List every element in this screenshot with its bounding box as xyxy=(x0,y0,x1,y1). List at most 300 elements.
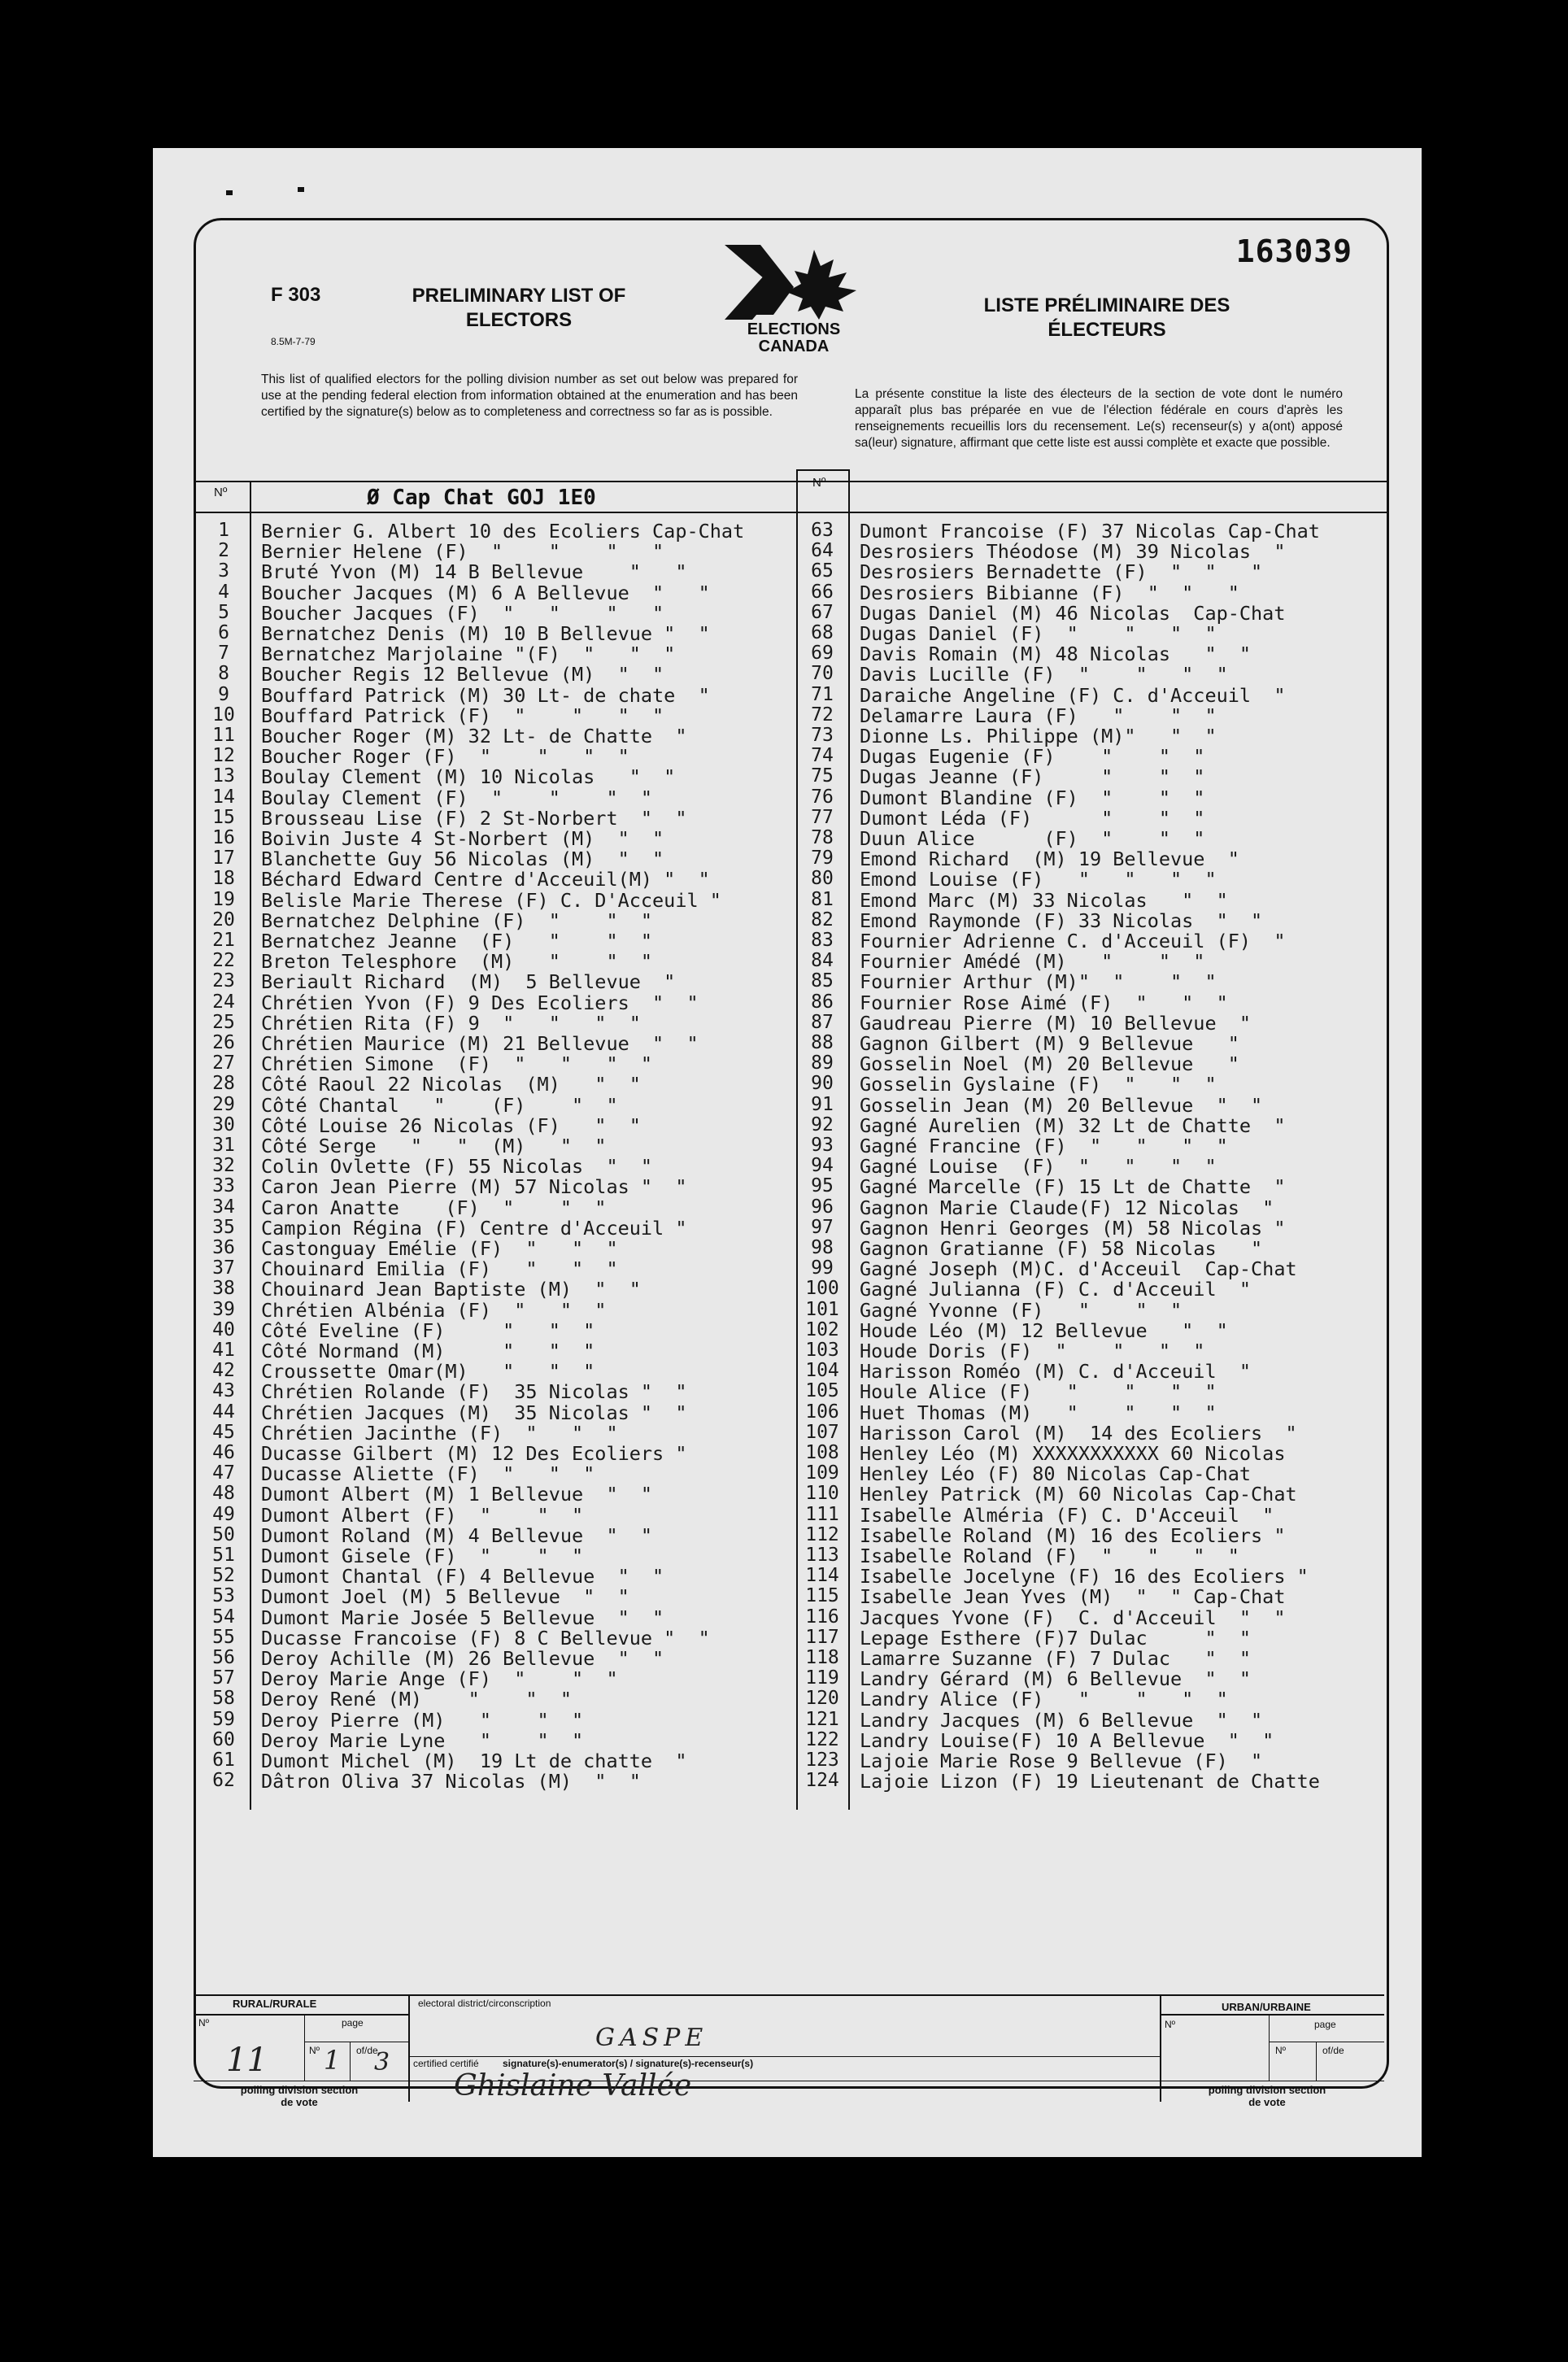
signature-label: signature(s)-enumerator(s) / signature(s)-recenseur(s) xyxy=(503,2058,754,2069)
elector-entry: Deroy Marie Lyne " " " xyxy=(261,1728,584,1752)
elector-number: 55 xyxy=(212,1626,235,1648)
elector-number: 123 xyxy=(805,1750,839,1771)
elector-number: 106 xyxy=(805,1401,839,1423)
elector-number: 86 xyxy=(811,991,834,1013)
elector-number: 107 xyxy=(805,1421,839,1443)
elector-entry: Côté Chantal " (F) " " xyxy=(261,1093,618,1117)
elector-entry: Chrétien Albénia (F) " " " xyxy=(261,1298,607,1322)
elector-entry: Breton Telesphore (M) " " " xyxy=(261,950,653,974)
elector-number: 21 xyxy=(212,930,235,951)
elector-number: 72 xyxy=(811,704,834,726)
column-rule xyxy=(848,469,850,1810)
elector-number: 112 xyxy=(805,1523,839,1545)
elector-number: 8 xyxy=(218,663,229,685)
elector-number: 22 xyxy=(212,950,235,972)
elector-entry: Gagnon Gilbert (M) 9 Bellevue " xyxy=(860,1032,1239,1055)
elector-number: 110 xyxy=(805,1483,839,1505)
elector-entry: Gagné Joseph (M)C. d'Acceuil Cap-Chat xyxy=(860,1257,1297,1281)
elector-entry: Chrétien Simone (F) " " " " xyxy=(261,1052,653,1076)
rural-page-label: page xyxy=(342,2017,364,2029)
elector-entry: Dumont Gisele (F) " " " xyxy=(261,1545,584,1567)
elector-entry: Boucher Jacques (M) 6 A Bellevue " " xyxy=(261,581,710,604)
elector-number: 70 xyxy=(811,663,834,685)
elector-entry: Deroy Achille (M) 26 Bellevue " " xyxy=(261,1647,664,1670)
elector-entry: Dugas Jeanne (F) " " " xyxy=(860,765,1205,789)
elector-number: 34 xyxy=(212,1196,235,1218)
elector-number: 79 xyxy=(811,848,834,869)
elector-number: 73 xyxy=(811,725,834,746)
elector-entry: Gagnon Gratianne (F) 58 Nicolas " xyxy=(860,1237,1263,1260)
rule xyxy=(1160,2014,1384,2016)
elector-number: 28 xyxy=(212,1073,235,1095)
elector-entry: Dumont Chantal (F) 4 Bellevue " " xyxy=(261,1565,664,1588)
elector-entry: Davis Romain (M) 48 Nicolas " " xyxy=(860,643,1252,666)
elector-number: 99 xyxy=(811,1257,834,1279)
elector-entry: Fournier Rose Aimé (F) " " " xyxy=(860,991,1228,1014)
elector-number: 50 xyxy=(212,1523,235,1545)
elector-entry: Dumont Blandine (F) " " " xyxy=(860,786,1205,809)
elector-number: 3 xyxy=(218,560,229,582)
elector-entry: Henley Patrick (M) 60 Nicolas Cap-Chat xyxy=(860,1483,1297,1506)
elector-number: 96 xyxy=(811,1196,834,1218)
elector-number: 37 xyxy=(212,1257,235,1279)
elector-number: 42 xyxy=(212,1360,235,1382)
elector-entry: Dumont Marie Josée 5 Bellevue " " xyxy=(261,1606,664,1629)
elector-entry: Bernier Helene (F) " " " " xyxy=(261,540,664,564)
logo-line-1: ELECTIONS xyxy=(747,320,841,338)
electors-form xyxy=(194,218,1389,2089)
urban-of-label: of/de xyxy=(1322,2045,1344,2056)
elector-number: 7 xyxy=(218,643,229,665)
elector-number: 4 xyxy=(218,581,229,603)
elector-entry: Lamarre Suzanne (F) 7 Dulac " " xyxy=(860,1647,1252,1670)
rural-label: RURAL/RURALE xyxy=(233,1998,317,2010)
elector-number: 78 xyxy=(811,827,834,848)
elector-number: 23 xyxy=(212,970,235,992)
elector-entry: Gagné Aurelien (M) 32 Lt de Chatte " xyxy=(860,1113,1286,1137)
elector-entry: Dumont Joel (M) 5 Bellevue " " xyxy=(261,1585,629,1609)
rural-page-number: 1 xyxy=(324,2045,341,2076)
elector-number: 66 xyxy=(811,581,834,603)
elector-number: 105 xyxy=(805,1380,839,1402)
elector-number: 117 xyxy=(805,1626,839,1648)
elector-number: 17 xyxy=(212,848,235,869)
elector-number: 116 xyxy=(805,1606,839,1628)
title-french: LISTE PRÉLIMINAIRE DES ÉLECTEURS xyxy=(983,294,1230,341)
rule xyxy=(304,2014,305,2081)
urban-page-label: page xyxy=(1314,2019,1336,2030)
elector-entry: Bernatchez Denis (M) 10 B Bellevue " " xyxy=(261,622,710,645)
elector-entry: Isabelle Roland (M) 16 des Ecoliers " xyxy=(860,1523,1286,1547)
form-version: 8.5M-7-79 xyxy=(271,336,316,347)
elector-number: 31 xyxy=(212,1135,235,1156)
elector-number: 109 xyxy=(805,1462,839,1484)
rural-division-number: 11 xyxy=(226,2042,268,2079)
elector-entry: Dâtron Oliva 37 Nicolas (M) " " xyxy=(261,1770,641,1793)
elector-number: 5 xyxy=(218,601,229,623)
elector-entry: Gagné Marcelle (F) 15 Lt de Chatte " xyxy=(860,1175,1286,1199)
elector-number: 40 xyxy=(212,1318,235,1340)
elector-entry: Blanchette Guy 56 Nicolas (M) " " xyxy=(261,848,664,871)
elector-number: 9 xyxy=(218,683,229,705)
elector-entry: Emond Richard (M) 19 Bellevue " xyxy=(860,848,1239,871)
elector-entry: Chrétien Rolande (F) 35 Nicolas " " xyxy=(261,1380,687,1404)
elector-number: 38 xyxy=(212,1278,235,1300)
elector-entry: Bouffard Patrick (F) " " " " xyxy=(261,704,664,727)
elector-number: 27 xyxy=(212,1052,235,1074)
place-name: Ø Cap Chat GOJ 1E0 xyxy=(367,486,596,510)
elector-number: 35 xyxy=(212,1216,235,1238)
rule xyxy=(350,2042,351,2081)
elector-entry: Ducasse Francoise (F) 8 C Bellevue " " xyxy=(261,1626,710,1649)
elector-number: 6 xyxy=(218,622,229,643)
elector-entry: Jacques Yvone (F) C. d'Acceuil " " xyxy=(860,1606,1286,1629)
elector-entry: Delamarre Laura (F) " " " xyxy=(860,704,1217,727)
elector-entry: Caron Jean Pierre (M) 57 Nicolas " " xyxy=(261,1175,687,1199)
intro-french: La présente constitue la liste des électeurs de la section de vote dont le numéro apparaît plus bas préparée en vue de l'élection fédérale en cours d'après les renseignements recueillis lors du recensement. Le(s) recenseur(s) y a(ont) apposé sa(leur) signature, affirmant que cette liste est aussi complète et exacte que possible. xyxy=(855,387,1343,450)
elector-entry: Lajoie Lizon (F) 19 Lieutenant de Chatte xyxy=(860,1770,1320,1793)
elector-entry: Côté Serge " " (M) " " xyxy=(261,1135,607,1157)
elector-entry: Chouinard Jean Baptiste (M) " " xyxy=(261,1278,641,1301)
elector-entry: Boucher Regis 12 Bellevue (M) " " xyxy=(261,663,664,686)
elector-number: 93 xyxy=(811,1135,834,1156)
elector-entry: Isabelle Alméria (F) C. D'Acceuil " xyxy=(860,1503,1274,1527)
elector-number: 11 xyxy=(212,725,235,746)
elector-entry: Lepage Esthere (F)7 Dulac " " xyxy=(860,1626,1252,1649)
rural-page-no-label: Nº xyxy=(309,2045,320,2056)
elector-entry: Bernier G. Albert 10 des Ecoliers Cap-Chat xyxy=(261,520,745,543)
urban-no-label: Nº xyxy=(1165,2019,1176,2030)
elector-number: 51 xyxy=(212,1545,235,1566)
elections-canada-logo xyxy=(716,242,871,364)
elector-number: 56 xyxy=(212,1647,235,1668)
elector-entry: Huet Thomas (M) " " " " xyxy=(860,1401,1217,1424)
elector-entry: Gosselin Noel (M) 20 Bellevue " xyxy=(860,1052,1239,1076)
rule xyxy=(194,2014,408,2016)
elector-entry: Campion Régina (F) Centre d'Acceuil " xyxy=(261,1216,687,1240)
elector-entry: Boulay Clement (F) " " " " xyxy=(261,786,653,809)
rule xyxy=(196,512,798,513)
elector-number: 115 xyxy=(805,1585,839,1607)
elector-number: 60 xyxy=(212,1728,235,1750)
certified-label: certified certifié xyxy=(413,2058,479,2069)
elector-entry: Houde Doris (F) " " " " xyxy=(860,1340,1205,1362)
elector-entry: Boucher Roger (F) " " " " xyxy=(261,745,629,769)
elector-number: 102 xyxy=(805,1318,839,1340)
elector-entry: Castonguay Emélie (F) " " " xyxy=(261,1237,618,1260)
elector-entry: Landry Alice (F) " " " " xyxy=(860,1688,1228,1711)
elector-number: 53 xyxy=(212,1585,235,1607)
district-label: electoral district/circonscription xyxy=(418,1998,551,2009)
elector-number: 19 xyxy=(212,888,235,910)
elector-number: 15 xyxy=(212,806,235,828)
elector-entry: Côté Eveline (F) " " " xyxy=(261,1318,595,1342)
elector-entry: Duun Alice (F) " " " xyxy=(860,827,1205,850)
elector-number: 10 xyxy=(212,704,235,726)
elector-entry: Brousseau Lise (F) 2 St-Norbert " " xyxy=(261,806,687,830)
elector-number: 46 xyxy=(212,1442,235,1463)
elector-number: 54 xyxy=(212,1606,235,1628)
elector-number: 120 xyxy=(805,1688,839,1710)
elector-entry: Boulay Clement (M) 10 Nicolas " " xyxy=(261,765,676,789)
intro-english: This list of qualified electors for the polling division number as set out below was prepared for use at the pending federal election from information obtained at the enumeration and has been certified by the signature(s) below as to completeness and correctness so far as is possible. xyxy=(261,373,798,419)
elector-number: 88 xyxy=(811,1032,834,1053)
elector-number: 101 xyxy=(805,1298,839,1320)
elector-number: 87 xyxy=(811,1011,834,1033)
elector-number: 76 xyxy=(811,786,834,808)
elector-entry: Dumont Roland (M) 4 Bellevue " " xyxy=(261,1523,653,1547)
elector-number: 16 xyxy=(212,827,235,848)
elector-entry: Côté Raoul 22 Nicolas (M) " " xyxy=(261,1073,641,1096)
rule xyxy=(1269,2014,1270,2081)
elector-number: 44 xyxy=(212,1401,235,1423)
elector-number: 2 xyxy=(218,540,229,562)
elector-entry: Harisson Carol (M) 14 des Ecoliers " xyxy=(860,1421,1297,1445)
elector-entry: Croussette Omar(M) " " " xyxy=(261,1360,595,1384)
elector-entry: Isabelle Jean Yves (M) " " Cap-Chat xyxy=(860,1585,1286,1609)
elector-number: 33 xyxy=(212,1175,235,1197)
urban-page-no-label: Nº xyxy=(1275,2045,1287,2056)
elector-entry: Boucher Jacques (F) " " " " xyxy=(261,601,664,625)
elector-entry: Landry Louise(F) 10 A Bellevue " " xyxy=(860,1728,1274,1752)
elector-number: 90 xyxy=(811,1073,834,1095)
elector-number: 25 xyxy=(212,1011,235,1033)
elector-number: 124 xyxy=(805,1770,839,1792)
elector-number: 26 xyxy=(212,1032,235,1053)
elector-entry: Dumont Francoise (F) 37 Nicolas Cap-Chat xyxy=(860,520,1320,543)
elector-number: 71 xyxy=(811,683,834,705)
form-number: F 303 xyxy=(271,284,321,306)
elector-number: 114 xyxy=(805,1565,839,1587)
elector-number: 57 xyxy=(212,1667,235,1689)
elector-entry: Chrétien Jacinthe (F) " " " xyxy=(261,1421,618,1445)
elector-number: 45 xyxy=(212,1421,235,1443)
elector-entry: Bernatchez Marjolaine "(F) " " " xyxy=(261,643,676,666)
elector-number: 104 xyxy=(805,1360,839,1382)
elector-number: 91 xyxy=(811,1093,834,1115)
elector-number: 59 xyxy=(212,1708,235,1730)
elector-number: 74 xyxy=(811,745,834,767)
elector-entry: Deroy René (M) " " " xyxy=(261,1688,573,1711)
rural-polling-division-label: polling division section de vote xyxy=(240,2084,359,2108)
rule xyxy=(1316,2042,1317,2081)
elector-entry: Dumont Albert (M) 1 Bellevue " " xyxy=(261,1483,653,1506)
elector-number: 113 xyxy=(805,1545,839,1566)
elector-number: 69 xyxy=(811,643,834,665)
rule xyxy=(194,1994,1384,1996)
rule xyxy=(408,2056,1160,2057)
elector-entry: Béchard Edward Centre d'Acceuil(M) " " xyxy=(261,868,710,891)
elector-entry: Bruté Yvon (M) 14 B Bellevue " " xyxy=(261,560,687,584)
rural-of-label: of/de xyxy=(356,2045,378,2056)
elector-entry: Côté Normand (M) " " " xyxy=(261,1340,595,1362)
elector-number: 82 xyxy=(811,909,834,930)
logo-line-2: CANADA xyxy=(758,338,830,355)
elector-number: 118 xyxy=(805,1647,839,1668)
elector-entry: Fournier Arthur (M)" " " " xyxy=(860,970,1217,994)
elector-number: 20 xyxy=(212,909,235,930)
elector-number: 63 xyxy=(811,520,834,541)
elector-number: 122 xyxy=(805,1728,839,1750)
elector-entry: Houde Léo (M) 12 Bellevue " " xyxy=(860,1318,1228,1342)
elector-number: 108 xyxy=(805,1442,839,1463)
elector-entry: Bernatchez Delphine (F) " " " xyxy=(261,909,653,932)
elector-number: 85 xyxy=(811,970,834,992)
elector-entry: Dumont Michel (M) 19 Lt de chatte " xyxy=(261,1750,687,1772)
elector-number: 75 xyxy=(811,765,834,787)
elector-number: 121 xyxy=(805,1708,839,1730)
elector-entry: Henley Léo (M) XXXXXXXXXXX 60 Nicolas xyxy=(860,1442,1286,1465)
elector-entry: Emond Marc (M) 33 Nicolas " " xyxy=(860,888,1228,912)
elector-entry: Gaudreau Pierre (M) 10 Bellevue " xyxy=(860,1011,1252,1035)
elector-entry: Beriault Richard (M) 5 Bellevue " xyxy=(261,970,676,994)
rural-no-label: Nº xyxy=(198,2017,210,2029)
elector-entry: Dumont Léda (F) " " " xyxy=(860,806,1205,830)
elector-entry: Gagnon Marie Claude(F) 12 Nicolas " xyxy=(860,1196,1274,1219)
elector-number: 41 xyxy=(212,1340,235,1361)
elector-number: 92 xyxy=(811,1113,834,1135)
elector-number: 98 xyxy=(811,1237,834,1258)
elector-number: 32 xyxy=(212,1155,235,1177)
elector-entry: Davis Lucille (F) " " " " xyxy=(860,663,1228,686)
column-rule xyxy=(250,481,251,1810)
rule xyxy=(798,512,1387,513)
elector-number: 80 xyxy=(811,868,834,890)
elector-number: 30 xyxy=(212,1113,235,1135)
serial-number: 163039 xyxy=(1235,233,1352,269)
urban-polling-division-label: polling division section de vote xyxy=(1208,2084,1326,2108)
elector-number: 111 xyxy=(805,1503,839,1525)
elector-entry: Dugas Daniel (F) " " " " xyxy=(860,622,1217,645)
elector-entry: Dionne Ls. Philippe (M)" " " xyxy=(860,725,1217,747)
rule xyxy=(1160,1994,1161,2102)
elector-entry: Ducasse Gilbert (M) 12 Des Ecoliers " xyxy=(261,1442,687,1465)
elector-entry: Gosselin Gyslaine (F) " " " xyxy=(860,1073,1217,1096)
elector-entry: Chrétien Maurice (M) 21 Bellevue " " xyxy=(261,1032,699,1055)
elector-number: 77 xyxy=(811,806,834,828)
elector-number: 68 xyxy=(811,622,834,643)
form-sheet xyxy=(153,148,1422,2157)
elector-entry: Fournier Adrienne C. d'Acceuil (F) " xyxy=(860,930,1286,952)
elector-entry: Boucher Roger (M) 32 Lt- de Chatte " xyxy=(261,725,687,747)
elector-entry: Emond Louise (F) " " " " xyxy=(860,868,1217,891)
elector-number: 14 xyxy=(212,786,235,808)
elector-number: 61 xyxy=(212,1750,235,1771)
elector-entry: Côté Louise 26 Nicolas (F) " " xyxy=(261,1113,641,1137)
elector-entry: Desrosiers Bibianne (F) " " " xyxy=(860,581,1239,604)
elector-entry: Isabelle Roland (F) " " " " xyxy=(860,1545,1239,1567)
elector-entry: Henley Léo (F) 80 Nicolas Cap-Chat xyxy=(860,1462,1252,1486)
elector-number: 89 xyxy=(811,1052,834,1074)
elector-entry: Chrétien Jacques (M) 35 Nicolas " " xyxy=(261,1401,687,1424)
elector-entry: Gagnon Henri Georges (M) 58 Nicolas " xyxy=(860,1216,1286,1240)
elector-entry: Gagné Francine (F) " " " " xyxy=(860,1135,1228,1157)
elector-number: 100 xyxy=(805,1278,839,1300)
elector-number: 58 xyxy=(212,1688,235,1710)
elector-entry: Gosselin Jean (M) 20 Bellevue " " xyxy=(860,1093,1263,1117)
elector-number: 83 xyxy=(811,930,834,951)
elector-number: 94 xyxy=(811,1155,834,1177)
elector-entry: Dugas Daniel (M) 46 Nicolas Cap-Chat xyxy=(860,601,1286,625)
elector-entry: Deroy Pierre (M) " " " xyxy=(261,1708,584,1732)
elector-number: 64 xyxy=(811,540,834,562)
enumerator-signature: Ghislaine Vallée xyxy=(454,2069,692,2103)
elector-entry: Boivin Juste 4 St-Norbert (M) " " xyxy=(261,827,664,850)
rule xyxy=(796,469,850,471)
elector-entry: Isabelle Jocelyne (F) 16 des Ecoliers " xyxy=(860,1565,1309,1588)
elector-entry: Lajoie Marie Rose 9 Bellevue (F) " xyxy=(860,1750,1263,1772)
elector-entry: Bernatchez Jeanne (F) " " " xyxy=(261,930,653,952)
speck xyxy=(226,190,233,195)
elector-entry: Daraiche Angeline (F) C. d'Acceuil " xyxy=(860,683,1286,707)
elector-number: 49 xyxy=(212,1503,235,1525)
elector-entry: Colin Ovlette (F) 55 Nicolas " " xyxy=(261,1155,653,1179)
elector-entry: Gagné Julianna (F) C. d'Acceuil " xyxy=(860,1278,1252,1301)
elector-entry: Emond Raymonde (F) 33 Nicolas " " xyxy=(860,909,1263,932)
elector-number: 13 xyxy=(212,765,235,787)
electors-list xyxy=(196,476,1387,1810)
elector-entry: Belisle Marie Therese (F) C. D'Acceuil " xyxy=(261,888,721,912)
elector-number: 97 xyxy=(811,1216,834,1238)
district-value: GASPE xyxy=(595,2024,708,2052)
elector-entry: Landry Gérard (M) 6 Bellevue " " xyxy=(860,1667,1252,1691)
logo-text xyxy=(716,321,871,355)
elector-entry: Ducasse Aliette (F) " " " xyxy=(261,1462,595,1486)
number-header-right: Nº xyxy=(812,476,826,490)
elector-entry: Desrosiers Théodose (M) 39 Nicolas " xyxy=(860,540,1286,564)
elector-entry: Chrétien Rita (F) 9 " " " " xyxy=(261,1011,641,1035)
elector-entry: Gagné Louise (F) " " " " xyxy=(860,1155,1217,1179)
elector-number: 39 xyxy=(212,1298,235,1320)
elector-entry: Fournier Amédé (M) " " " xyxy=(860,950,1205,974)
elector-entry: Bouffard Patrick (M) 30 Lt- de chate " xyxy=(261,683,710,707)
title-english: PRELIMINARY LIST OF ELECTORS xyxy=(412,285,626,331)
elector-number: 65 xyxy=(811,560,834,582)
elector-entry: Deroy Marie Ange (F) " " " xyxy=(261,1667,618,1691)
maple-leaf-x-icon xyxy=(716,242,871,323)
elector-number: 18 xyxy=(212,868,235,890)
elector-entry: Landry Jacques (M) 6 Bellevue " " xyxy=(860,1708,1263,1732)
elector-entry: Chouinard Emilia (F) " " " xyxy=(261,1257,618,1281)
elector-entry: Dugas Eugenie (F) " " " xyxy=(860,745,1205,769)
speck xyxy=(298,187,304,192)
urban-label: URBAN/URBAINE xyxy=(1222,2001,1311,2013)
elector-number: 12 xyxy=(212,745,235,767)
rural-page-of: 3 xyxy=(374,2048,390,2077)
elector-entry: Caron Anatte (F) " " " xyxy=(261,1196,607,1219)
elector-number: 103 xyxy=(805,1340,839,1361)
elector-number: 67 xyxy=(811,601,834,623)
elector-number: 119 xyxy=(805,1667,839,1689)
elector-entry: Gagné Yvonne (F) " " " xyxy=(860,1298,1183,1322)
elector-number: 1 xyxy=(218,520,229,541)
elector-number: 81 xyxy=(811,888,834,910)
elector-entry: Houle Alice (F) " " " " xyxy=(860,1380,1217,1404)
elector-number: 24 xyxy=(212,991,235,1013)
elector-number: 36 xyxy=(212,1237,235,1258)
elector-number: 84 xyxy=(811,950,834,972)
elector-number: 47 xyxy=(212,1462,235,1484)
elector-number: 52 xyxy=(212,1565,235,1587)
rule xyxy=(196,481,1387,482)
elector-number: 48 xyxy=(212,1483,235,1505)
elector-number: 95 xyxy=(811,1175,834,1197)
elector-entry: Desrosiers Bernadette (F) " " " xyxy=(860,560,1263,584)
elector-entry: Dumont Albert (F) " " " xyxy=(261,1503,584,1527)
rule xyxy=(408,1994,410,2102)
elector-number: 43 xyxy=(212,1380,235,1402)
elector-entry: Chrétien Yvon (F) 9 Des Ecoliers " " xyxy=(261,991,699,1014)
